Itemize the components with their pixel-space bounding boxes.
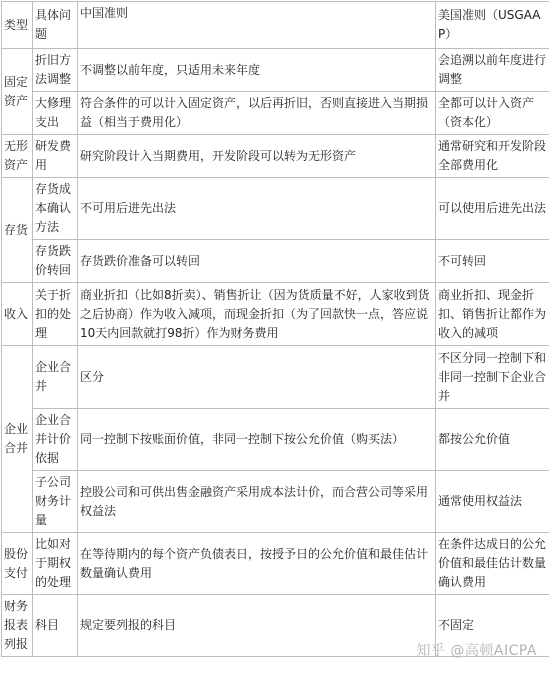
row-china: 研究阶段计入当期费用，开发阶段可以转为无形资产 [78, 135, 436, 178]
group-revenue: 收入 [2, 283, 33, 346]
row-us: 可以使用后进先出法 [436, 178, 549, 240]
row-us: 通常研究和开发阶段全部费用化 [436, 135, 549, 178]
row-us: 商业折扣、现金折扣、销售折让都作为收入的减项 [436, 283, 549, 346]
row-us: 不固定 [436, 595, 549, 657]
row-issue: 子公司财务计量 [33, 471, 78, 533]
header-us: 美国准则（USGAAP） [436, 2, 549, 49]
table-row [2, 240, 549, 283]
row-china: 规定要列报的科目 [78, 595, 436, 657]
row-us: 全都可以计入资产（资本化） [436, 92, 549, 135]
row-us: 通常使用权益法 [436, 471, 549, 533]
row-issue: 研发费用 [33, 135, 78, 178]
group-share: 股份支付 [2, 533, 33, 595]
group-fixed-assets: 固定资产 [2, 49, 33, 135]
row-us: 会追溯以前年度进行调整 [436, 49, 549, 92]
row-china: 存货跌价准备可以转回 [78, 240, 436, 283]
group-merger: 企业合并 [2, 346, 33, 533]
table-row [2, 533, 549, 595]
row-us: 都按公允价值 [436, 409, 549, 471]
row-china: 商业折扣（比如8折卖）、销售折让（因为货质量不好，人家收到货之后协商）作为收入减项，而现金折扣（为了回款快一点，答应说10天内回款就打98折）作为财务费用 [78, 283, 436, 346]
row-china: 不可用后进先出法 [78, 178, 436, 240]
table-row [2, 346, 549, 409]
table-row [2, 49, 549, 92]
group-report: 财务报表列报 [2, 595, 33, 657]
header-type: 类型 [2, 2, 33, 49]
gaap-comparison-table [1, 1, 549, 657]
table-row [2, 135, 549, 178]
row-china: 符合条件的可以计入固定资产，以后再折旧，否则直接进入当期损益（相当于费用化） [78, 92, 436, 135]
table-header-row [2, 2, 549, 49]
row-issue: 关于折扣的处理 [33, 283, 78, 346]
row-issue: 企业合并计价依据 [33, 409, 78, 471]
row-issue: 比如对于期权的处理 [33, 533, 78, 595]
row-china: 区分 [78, 346, 436, 409]
table-row [2, 471, 549, 533]
row-china: 在等待期内的每个资产负债表日，按授予日的公允价值和最佳估计数量确认费用 [78, 533, 436, 595]
row-issue: 科目 [33, 595, 78, 657]
table-row [2, 409, 549, 471]
row-issue: 存货成本确认方法 [33, 178, 78, 240]
row-issue: 企业合并 [33, 346, 78, 409]
row-us: 不区分同一控制下和非同一控制下企业合并 [436, 346, 549, 409]
row-us: 在条件达成日的公允价值和最佳估计数量确认费用 [436, 533, 549, 595]
table-row [2, 92, 549, 135]
table-row [2, 283, 549, 346]
row-china: 同一控制下按账面价值，非同一控制下按公允价值（购买法） [78, 409, 436, 471]
group-inventory: 存货 [2, 178, 33, 283]
watermark: 知乎 @高顿AICPA [416, 643, 537, 659]
row-us: 不可转回 [436, 240, 549, 283]
row-issue: 存货跌价转回 [33, 240, 78, 283]
row-china: 控股公司和可供出售金融资产采用成本法计价，而合营公司等采用权益法 [78, 471, 436, 533]
header-china: 中国准则 [78, 2, 436, 49]
row-issue: 折旧方法调整 [33, 49, 78, 92]
row-china: 不调整以前年度，只适用未来年度 [78, 49, 436, 92]
header-issue: 具体问题 [33, 2, 78, 49]
group-intangible: 无形资产 [2, 135, 33, 178]
table-row [2, 178, 549, 240]
row-issue: 大修理支出 [33, 92, 78, 135]
